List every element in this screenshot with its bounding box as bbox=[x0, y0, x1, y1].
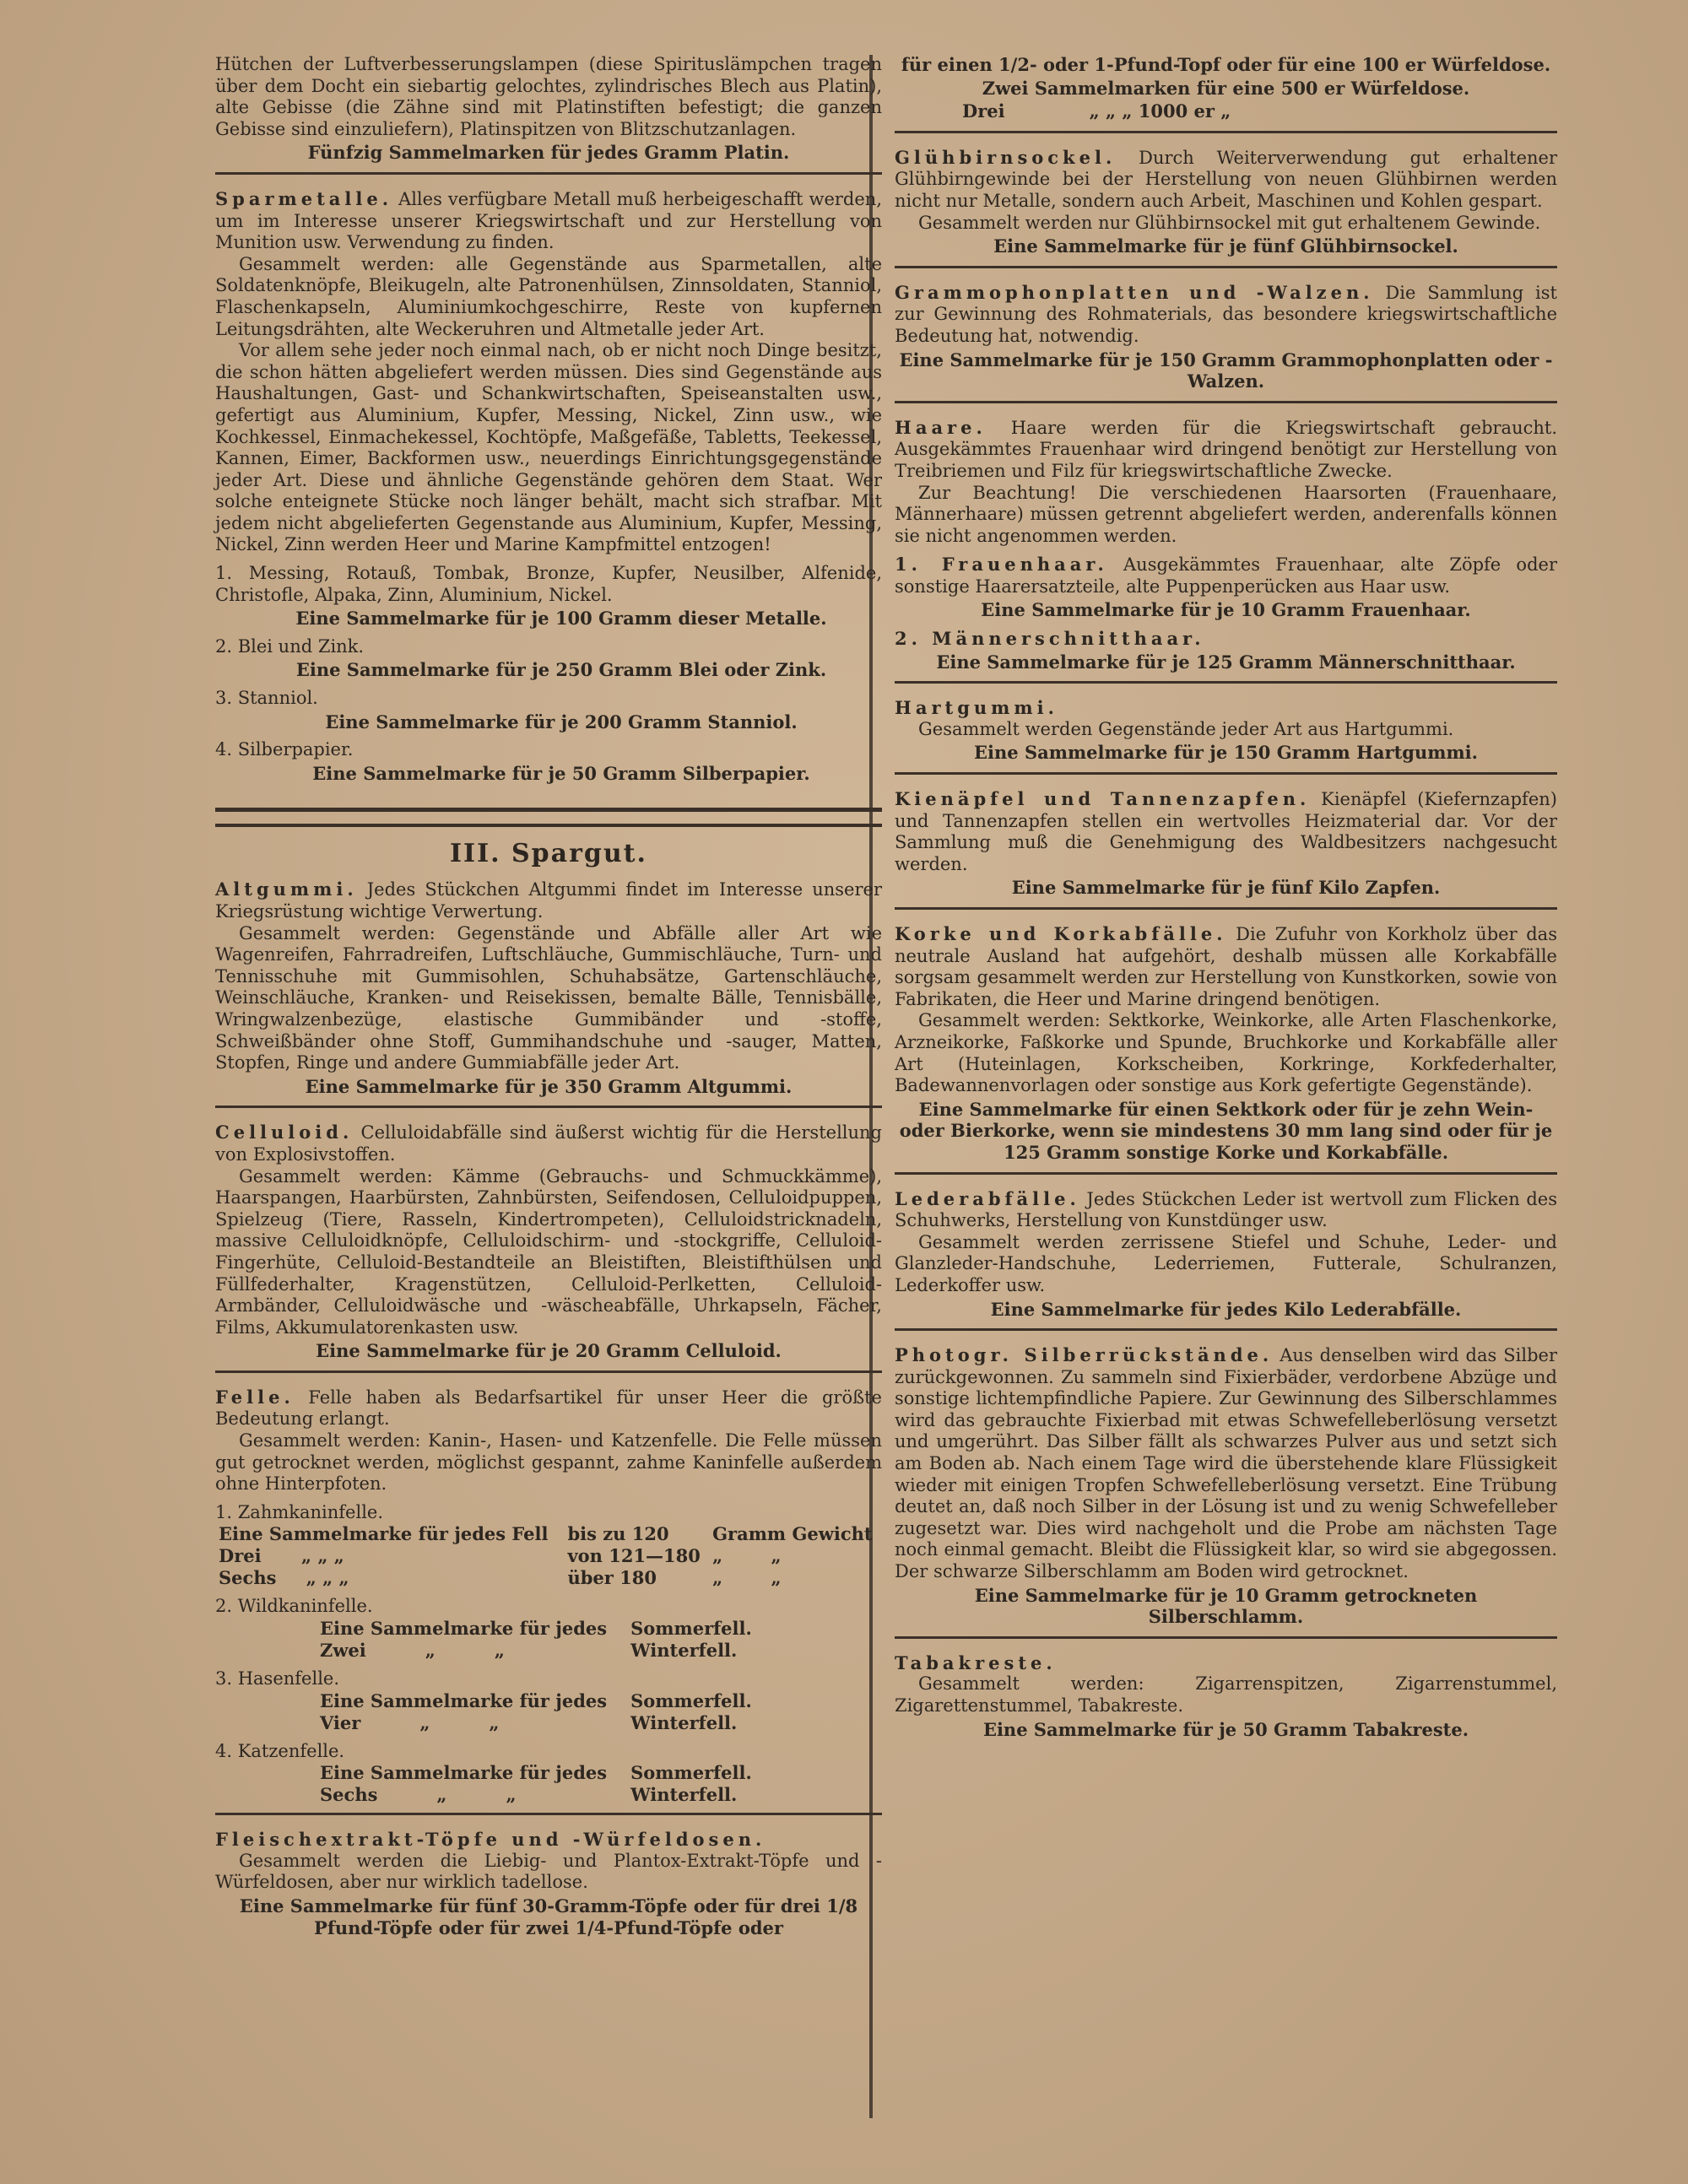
kienaepfel-intro: Kienäpfel (Kiefernzapfen) und Tannenzapfen stellen ein wertvolles Heizmaterial dar. Vor der Sammlung muß die Genehmigung des Waldbesitzers nachgesucht werden. bbox=[895, 789, 1557, 874]
felle-heading: Felle. bbox=[215, 1386, 295, 1408]
sparmetalle-section bbox=[215, 183, 882, 792]
lederabfaelle-intro: Jedes Stückchen Leder ist wertvoll zum Flicken des Schuhwerks, Herstellung von Kunstdünger usw. bbox=[895, 1188, 1557, 1231]
korke-heading: Korke und Korkabfälle. bbox=[895, 923, 1227, 944]
felle-t1-r3-ditto-3: „ bbox=[771, 1567, 782, 1589]
felle-t4-a: Eine Sammelmarke für jedes bbox=[320, 1762, 608, 1784]
haare-reward-2: Eine Sammelmarke für je 125 Gramm Männerschnitthaar. bbox=[936, 651, 1516, 673]
tabakreste-section bbox=[895, 1647, 1557, 1749]
korke-intro: Die Zufuhr von Korkholz über das neutrale Ausland hat aufgehört, deshalb müssen alle Korkabfälle sorgsam gesammelt werden zur Herstellung von Kunstkorken, sowie von Fabrikaten, die Heer und Marine dringend benötigen. bbox=[895, 924, 1557, 1009]
felle-t2-ditto: „ bbox=[425, 1640, 436, 1662]
section-title-spargut: III. Spargut. bbox=[450, 839, 647, 869]
sparmetalle-heading: Sparmetalle. bbox=[215, 187, 393, 209]
felle-t2-a: Eine Sammelmarke für jedes bbox=[320, 1618, 608, 1640]
felle-item-4: 4. Katzenfelle. bbox=[215, 1740, 345, 1761]
felle-t1-r2-ditto-3: „ bbox=[771, 1545, 782, 1567]
fleischextrakt-reward: Eine Sammelmarke für fünf 30-Gramm-Töpfe oder für drei 1/8 Pfund-Töpfe oder für zwei 1/4-Pfund-Töpfe oder bbox=[239, 1895, 858, 1938]
silber-text: Aus denselben wird das Silber zurückgewonnen. Zu sammeln sind Fixierbäder, verdorbene Abzüge und sonstige lichtempfindliche Papiere. Zur Gewinnung des Silberschlammes wird das gebrauchte Fixierbad mit etwas Schwefelleberlösung versetzt und umgerührt. Das Silber fällt als schwarzes Pulver aus und setzt sich am Boden ab. Nach einem Tage wird die überstehende klare Flüssigkeit wieder mit einigen Tropfen Schwefelleberlösung versetzt. Eine Trübung deutet an, daß noch Silber in der Lösung ist und zu wenig Schwefelleber zugesetzt war. Dies wird nachgeholt und die Probe am nächsten Tage noch einmal gemacht. Bleibt die Flüssigkeit klar, so wird sie abgegossen. Der schwarze Silberschlamm am Boden wird getrocknet. bbox=[895, 1345, 1557, 1582]
haare-reward-1: Eine Sammelmarke für je 10 Gramm Frauenhaar. bbox=[981, 599, 1471, 621]
felle-t4-c: Sechs bbox=[320, 1784, 378, 1806]
fleischextrakt-text: Gesammelt werden die Liebig- und Plantox-Extrakt-Töpfe und -Würfeldosen, aber nur wirklich tadellose. bbox=[215, 1850, 882, 1893]
platinum-reward: Fünfzig Sammelmarken für jedes Gramm Platin. bbox=[307, 142, 790, 164]
sparmetalle-item-2: 2. Blei und Zink. bbox=[215, 635, 365, 657]
grammophon-heading: Grammophonplatten und -Walzen. bbox=[895, 281, 1374, 303]
sparmetalle-item-3: 3. Stanniol. bbox=[215, 688, 318, 709]
felle-item-2: 2. Wildkaninfelle. bbox=[215, 1596, 373, 1617]
gluehbirnsockel-collected: Gesammelt werden nur Glühbirnsockel mit gut erhaltenem Gewinde. bbox=[918, 212, 1541, 233]
sparmetalle-intro: Alles verfügbare Metall muß herbeigeschafft werden, um im Interesse unserer Kriegswirtschaft und zur Herstellung von Munition usw. Verwendung zu finden. bbox=[215, 188, 882, 253]
felle-table-1 bbox=[215, 1523, 882, 1589]
sparmetalle-reward-2: Eine Sammelmarke für je 250 Gramm Blei oder Zink. bbox=[295, 659, 827, 681]
haare-notice: Zur Beachtung! Die verschiedenen Haarsorten (Frauenhaare, Männerhaare) müssen getrennt abgeliefert werden, anderenfalls können sie nicht angenommen werden. bbox=[895, 482, 1557, 546]
felle-item-1: 1. Zahmkaninfelle. bbox=[215, 1501, 384, 1522]
felle-t2-ditto-2: „ bbox=[494, 1640, 505, 1662]
hartgummi-reward: Eine Sammelmarke für je 150 Gramm Hartgummi. bbox=[974, 742, 1478, 764]
celluloid-section bbox=[215, 1116, 882, 1373]
left-column bbox=[215, 49, 882, 1955]
felle-intro: Felle haben als Bedarfsartikel für unser Heer die größte Bedeutung erlangt. bbox=[215, 1387, 882, 1430]
lederabfaelle-collected: Gesammelt werden zerrissene Stiefel und Schuhe, Leder- und Glanzleder-Handschuhe, Lederriemen, Futterale, Schulranzen, Lederkoffer usw. bbox=[895, 1231, 1557, 1295]
fleischextrakt-reward-3 bbox=[962, 100, 1557, 122]
sparmetalle-reward-3: Eine Sammelmarke für je 200 Gramm Stanniol. bbox=[325, 711, 798, 733]
celluloid-intro: Celluloidabfälle sind äußerst wichtig für die Herstellung von Explosivstoffen. bbox=[215, 1122, 882, 1165]
sparmetalle-collected: Gesammelt werden: alle Gegenstände aus Sparmetallen, alte Soldatenknöpfe, Bleikugeln, alte Patronenhülsen, Zinnsoldaten, Stanniol, Flaschenkapseln, Aluminiumkochgeschirre, Reste von kupfernen Leitungsdrähten, alte Weckeruhren und Altmetalle jeder Art. bbox=[215, 253, 882, 339]
gluehbirnsockel-heading: Glühbirnsockel. bbox=[895, 146, 1117, 168]
altgummi-section bbox=[215, 873, 882, 1108]
silber-reward: Eine Sammelmarke für je 10 Gramm getrockneten Silberschlamm. bbox=[974, 1584, 1478, 1628]
tabakreste-reward: Eine Sammelmarke für je 50 Gramm Tabakreste. bbox=[982, 1718, 1469, 1740]
silber-section bbox=[895, 1339, 1557, 1639]
celluloid-collected: Gesammelt werden: Kämme (Gebrauchs- und Schmuckkämme), Haarspangen, Haarbürsten, Zahnbürsten, Seifendosen, Celluloidpuppen, Spielzeug (Tiere, Rasseln, Kindertrompeten), Celluloidstricknadeln, massive Celluloidknöpfe, Celluloidschirm- und -stockgriffe, Celluloid-Fingerhüte, Celluloid-Bestandteile an Bleistiften, Bleistifthülsen und Füllfederhalter, Kragenstützen, Celluloid-Perlketten, Celluloid-Armbänder, Celluloidwäsche und -wäscheabfälle, Uhrkapseln, Fächer, Films, Akkumulatorenkasten usw. bbox=[215, 1165, 882, 1338]
felle-collected: Gesammelt werden: Kanin-, Hasen- und Katzenfelle. Die Felle müssen gut getrocknet werden, möglichst gespannt, zahme Kaninfelle außerdem ohne Hinterpfoten. bbox=[215, 1430, 882, 1495]
gluehbirnsockel-reward: Eine Sammelmarke für je fünf Glühbirnsockel. bbox=[993, 235, 1458, 257]
kienaepfel-section bbox=[895, 783, 1557, 910]
tabakreste-heading: Tabakreste. bbox=[895, 1652, 1057, 1673]
sparmetalle-reward-1: Eine Sammelmarke für je 100 Gramm dieser Metalle. bbox=[295, 608, 827, 630]
felle-t4-b: Sommerfell. bbox=[630, 1762, 752, 1784]
haare-item-1: 1. Frauenhaar. bbox=[895, 554, 1108, 576]
fleischextrakt-reward-2: Zwei Sammelmarken für eine 500 er Würfeldose. bbox=[982, 77, 1470, 99]
hartgummi-text: Gesammelt werden Gegenstände jeder Art aus Hartgummi. bbox=[918, 718, 1454, 739]
felle-t2-d: Winterfell. bbox=[630, 1640, 738, 1662]
haare-intro: Haare werden für die Kriegswirtschaft gebraucht. Ausgekämmtes Frauenhaar wird dringend benötigt zur Herstellung von Treibriemen und Filz für kriegswirtschaftliche Zwecke. bbox=[895, 417, 1557, 481]
celluloid-reward: Eine Sammelmarke für je 20 Gramm Celluloid. bbox=[316, 1340, 782, 1362]
felle-t3-b: Sommerfell. bbox=[630, 1689, 752, 1711]
korke-reward: Eine Sammelmarke für einen Sektkork oder für je zehn Wein- oder Bierkorke, wenn sie mindestens 30 mm lang sind oder für je 125 Gramm sonstige Korke und Korkabfälle. bbox=[899, 1098, 1553, 1163]
felle-t1-r2c2: von 121—180 bbox=[567, 1545, 701, 1567]
felle-table-3 bbox=[316, 1690, 755, 1734]
grammophon-section bbox=[895, 277, 1557, 403]
felle-t1-r3-ditto-2: „ bbox=[712, 1567, 723, 1589]
korke-collected: Gesammelt werden: Sektkorke, Weinkorke, alle Arten Flaschenkorke, Arzneikorke, Faßkorke und Spunde, Bruchkorke und Korkabfälle aller Art (Huteinlagen, Korkscheiben, Korkringe, Korkfederhalter, Badewannenvorlagen oder sonstige aus Kork gefertigte Gegenstände). bbox=[895, 1010, 1557, 1096]
hartgummi-section bbox=[895, 692, 1557, 775]
altgummi-heading: Altgummi. bbox=[215, 878, 358, 900]
fleischextrakt-reward-cont: für einen 1/2- oder 1-Pfund-Topf oder für eine 100 er Würfeldose. bbox=[901, 54, 1551, 75]
fleischextrakt-reward-3-b: „ „ „ 1000 er „ bbox=[1089, 100, 1231, 122]
right-column bbox=[895, 47, 1557, 1757]
felle-t2-c: Zwei bbox=[320, 1640, 366, 1662]
felle-t3-ditto: „ bbox=[419, 1711, 430, 1733]
sparmetalle-notice: Vor allem sehe jeder noch einmal nach, ob er nicht noch Dinge besitzt, die schon hätten abgeliefert werden müssen. Dies sind Gegenstände aus Haushaltungen, Gast- und Schankwirtschaften, Speiseanstalten usw., gefertigt aus Aluminium, Kupfer, Messing, Nickel, Zinn usw., wie Kochkessel, Einmachekessel, Kochtöpfe, Maßgefäße, Tabletts, Teekessel, Kannen, Eimer, Backformen usw., neuerdings Einrichtungsgegenstände jeder Art. Diese und ähnliche Gegenstände gehören dem Staat. Wer solche enteignete Stücke noch länger behält, macht sich strafbar. Mit jedem nicht abgelieferten Gegenstande aus Aluminium, Kupfer, Messing, Nickel, Zinn werden Heer und Marine Kampfmittel entzogen! bbox=[215, 340, 882, 555]
sparmetalle-reward-4: Eine Sammelmarke für je 50 Gramm Silberpapier. bbox=[312, 762, 810, 784]
felle-table-4 bbox=[316, 1762, 755, 1806]
hartgummi-heading: Hartgummi. bbox=[895, 697, 1058, 719]
grammophon-reward: Eine Sammelmarke für je 150 Gramm Grammophonplatten oder -Walzen. bbox=[899, 349, 1553, 392]
celluloid-heading: Celluloid. bbox=[215, 1122, 354, 1143]
fleischextrakt-continued bbox=[895, 47, 1557, 133]
felle-t4-d: Winterfell. bbox=[630, 1784, 738, 1806]
felle-t3-ditto-2: „ bbox=[489, 1711, 500, 1733]
altgummi-intro: Jedes Stückchen Altgummi findet im Interesse unserer Kriegsrüstung wichtige Verwertung. bbox=[215, 879, 882, 922]
felle-t1-r2-ditto: „ „ „ bbox=[300, 1545, 344, 1567]
felle-t1-r1c2: bis zu 120 bbox=[567, 1523, 669, 1545]
felle-table-2 bbox=[316, 1618, 755, 1662]
felle-t3-d: Winterfell. bbox=[630, 1711, 738, 1733]
grammophon-intro: Die Sammlung ist zur Gewinnung des Rohmaterials, das besondere kriegswirtschaftliche Bedeutung hat, notwendig. bbox=[895, 282, 1557, 346]
lederabfaelle-heading: Lederabfälle. bbox=[895, 1187, 1080, 1209]
kienaepfel-heading: Kienäpfel und Tannenzapfen. bbox=[895, 788, 1311, 810]
altgummi-reward: Eine Sammelmarke für je 350 Gramm Altgummi. bbox=[305, 1075, 793, 1097]
gluehbirnsockel-intro: Durch Weiterverwendung gut erhaltener Glühbirngewinde bei der Herstellung von neuen Glühbirnen werden nicht nur Metalle, sondern auch Arbeit, Maschinen und Kohlen gespart. bbox=[895, 147, 1557, 211]
platinum-text: Hütchen der Luftverbesserungslampen (diese Spirituslämpchen tragen über dem Docht ein siebartig gelochtes, zylindrisches Blech aus Platin), alte Gebisse (die Zähne sind mit Platinstiften befestigt; die ganzen Gebisse sind einzuliefern), Platinspitzen von Blitzschutzanlagen. bbox=[215, 54, 882, 139]
felle-t1-r3c1: Sechs bbox=[219, 1567, 277, 1589]
felle-t3-a: Eine Sammelmarke für jedes bbox=[320, 1689, 608, 1711]
felle-t1-r2c1: Drei bbox=[219, 1545, 262, 1567]
fleischextrakt-section bbox=[215, 1824, 882, 1947]
fleischextrakt-heading: Fleischextrakt-Töpfe und -Würfeldosen. bbox=[215, 1829, 766, 1851]
tabakreste-text: Gesammelt werden: Zigarrenspitzen, Zigarrenstummel, Zigarettenstummel, Tabakreste. bbox=[895, 1673, 1557, 1716]
felle-t1-r3c2: über 180 bbox=[567, 1567, 657, 1589]
felle-t2-b: Sommerfell. bbox=[630, 1618, 752, 1640]
felle-t1-r2-ditto-2: „ bbox=[712, 1545, 723, 1567]
sparmetalle-item-4: 4. Silberpapier. bbox=[215, 739, 354, 760]
lederabfaelle-reward: Eine Sammelmarke für jedes Kilo Lederabfälle. bbox=[990, 1298, 1462, 1320]
haare-heading: Haare. bbox=[895, 416, 987, 438]
haare-section bbox=[895, 412, 1557, 684]
sparmetalle-item-1: 1. Messing, Rotauß, Tombak, Bronze, Kupfer, Neusilber, Alfenide, Christofle, Alpaka, Zinn, Aluminium, Nickel. bbox=[215, 563, 882, 605]
gluehbirnsockel-section bbox=[895, 142, 1557, 268]
felle-t1-r3-ditto: „ „ „ bbox=[306, 1567, 349, 1589]
haare-item-2: 2. Männerschnitthaar. bbox=[895, 628, 1205, 650]
felle-t3-c: Vier bbox=[320, 1711, 361, 1733]
felle-t1-r1c1: Eine Sammelmarke für jedes Fell bbox=[219, 1523, 549, 1545]
fleischextrakt-reward-3-a: Drei bbox=[962, 100, 1005, 122]
felle-t4-ditto: „ bbox=[436, 1784, 447, 1806]
altgummi-collected: Gesammelt werden: Gegenstände und Abfälle aller Art wie Wagenreifen, Fahrradreifen, Luftschläuche, Gummischläuche, Turn- und Tennisschuhe mit Gummisohlen, Schuhabsätze, Gartenschläuche, Weinschläuche, Kranken- und Reisekissen, bemalte Bälle, Tennisbälle, Wringwalzenbezüge, elastische Gummibänder und -stoffe, Schweißbänder ohne Stoff, Gummihandschuhe und -sauger, Matten, Stopfen, Ringe und andere Gummiabfälle jeder Art. bbox=[215, 922, 882, 1073]
kienaepfel-reward: Eine Sammelmarke für je fünf Kilo Zapfen. bbox=[1011, 877, 1441, 899]
silber-heading: Photogr. Silberrückstände. bbox=[895, 1344, 1274, 1366]
felle-t1-r1c3: Gramm Gewicht bbox=[712, 1523, 873, 1545]
platinum-section bbox=[215, 49, 882, 175]
felle-item-3: 3. Hasenfelle. bbox=[215, 1668, 340, 1689]
lederabfaelle-section bbox=[895, 1183, 1557, 1332]
korke-section bbox=[895, 918, 1557, 1175]
felle-t4-ditto-2: „ bbox=[506, 1784, 517, 1806]
double-rule bbox=[215, 808, 882, 827]
haare-item-1-text: Ausgekämmtes Frauenhaar, alte Zöpfe oder sonstige Haarersatzteile, alte Puppenperücken aus Haar usw. bbox=[895, 554, 1557, 597]
felle-section bbox=[215, 1381, 882, 1815]
